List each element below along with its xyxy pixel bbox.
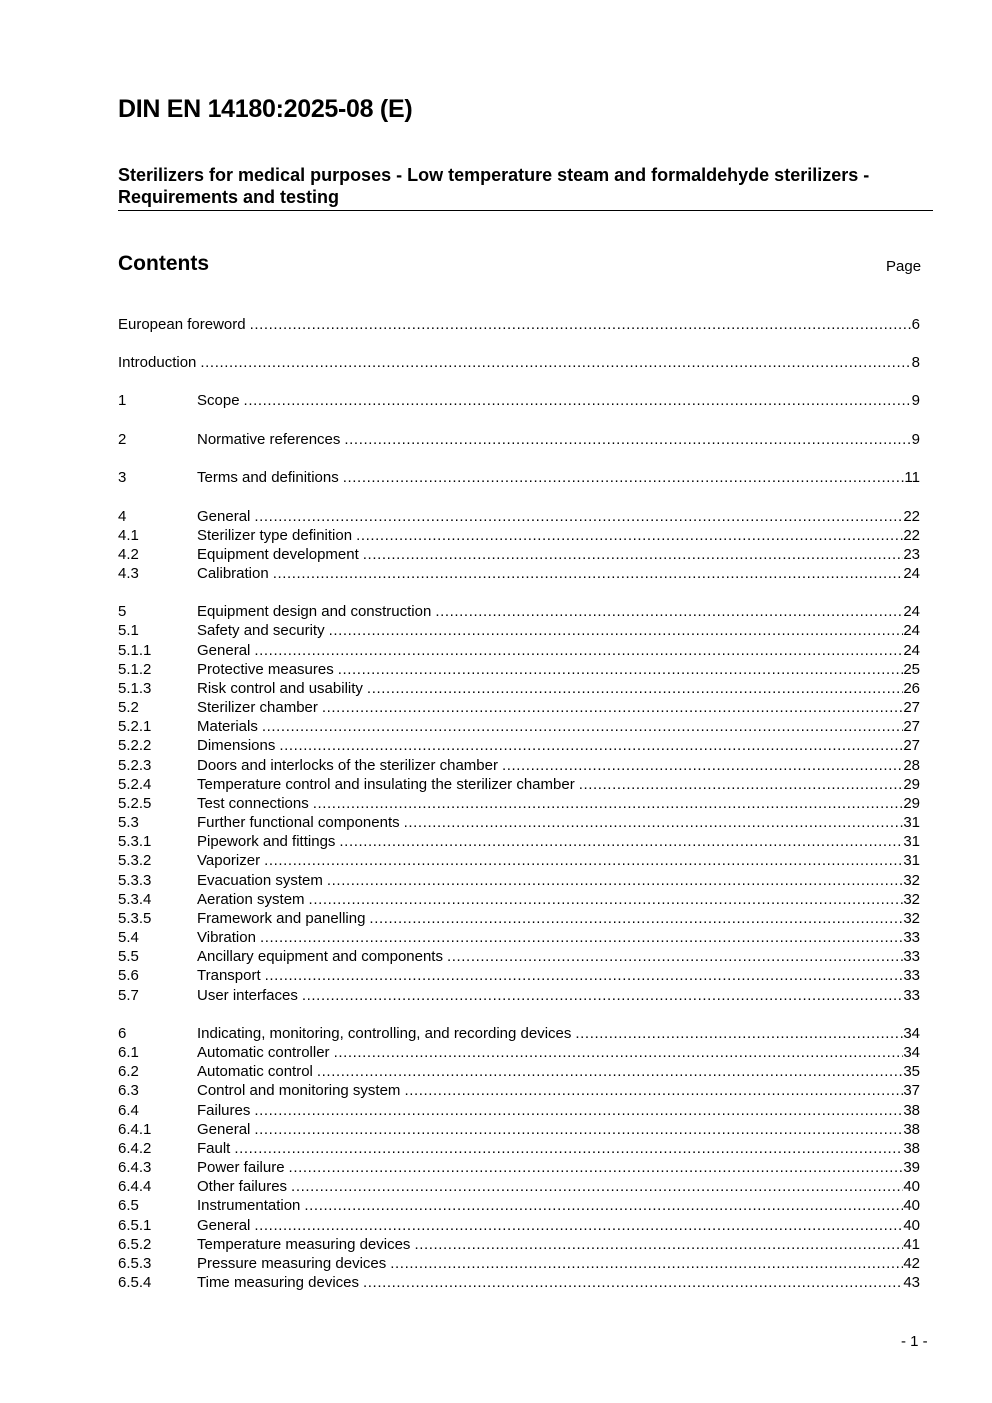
toc-entry-number: 5.2.2 bbox=[118, 737, 152, 754]
toc-dot-leader bbox=[363, 546, 904, 563]
toc-entry[interactable] bbox=[118, 1274, 920, 1293]
toc-entry[interactable] bbox=[118, 1255, 920, 1274]
toc-dot-leader bbox=[262, 718, 903, 735]
toc-entry[interactable] bbox=[118, 718, 920, 737]
toc-entry-page: 23 bbox=[903, 546, 920, 563]
toc-entry-title: Temperature measuring devices bbox=[197, 1236, 411, 1253]
toc-entry[interactable] bbox=[118, 833, 920, 852]
toc-entry-number: 5.4 bbox=[118, 929, 139, 946]
toc-entry-page: 8 bbox=[911, 354, 920, 371]
toc-dot-leader bbox=[279, 737, 903, 754]
toc-dot-leader bbox=[317, 1063, 903, 1080]
toc-entry[interactable] bbox=[118, 1236, 920, 1255]
toc-entry[interactable] bbox=[118, 469, 920, 488]
toc-dot-leader bbox=[254, 1102, 903, 1119]
toc-entry-page: 32 bbox=[903, 872, 920, 889]
toc-entry-title: Indicating, monitoring, controlling, and recording devices bbox=[197, 1025, 572, 1042]
toc-dot-leader bbox=[363, 1274, 903, 1291]
toc-entry-page: 42 bbox=[903, 1255, 920, 1272]
toc-entry[interactable] bbox=[118, 431, 920, 450]
toc-entry[interactable] bbox=[118, 1025, 920, 1044]
toc-entry[interactable] bbox=[118, 948, 920, 967]
toc-entry-page: 40 bbox=[903, 1178, 920, 1195]
toc-entry-page: 38 bbox=[903, 1121, 920, 1138]
toc-entry-number: 5.2.5 bbox=[118, 795, 152, 812]
toc-entry[interactable] bbox=[118, 737, 920, 756]
toc-entry[interactable] bbox=[118, 661, 920, 680]
toc-entry[interactable] bbox=[118, 565, 920, 584]
toc-entry-title: Test connections bbox=[197, 795, 309, 812]
toc-entry-title: Scope bbox=[197, 392, 240, 409]
toc-dot-leader bbox=[344, 431, 911, 448]
toc-entry[interactable] bbox=[118, 642, 920, 661]
toc-entry-number: 5.3.4 bbox=[118, 891, 152, 908]
toc-entry-title: General bbox=[197, 1121, 251, 1138]
toc-entry-page: 22 bbox=[903, 508, 920, 525]
toc-entry[interactable] bbox=[118, 1159, 920, 1178]
toc-dot-leader bbox=[343, 469, 905, 486]
toc-dot-leader bbox=[575, 1025, 903, 1042]
toc-entry-title: General bbox=[197, 508, 251, 525]
toc-dot-leader bbox=[414, 1236, 903, 1253]
toc-entry-number: 5.2.3 bbox=[118, 757, 152, 774]
toc-entry-number: 6 bbox=[118, 1025, 127, 1042]
toc-entry-number: 4 bbox=[118, 508, 127, 525]
toc-entry-number: 6.4.1 bbox=[118, 1121, 152, 1138]
toc-entry-title: Aeration system bbox=[197, 891, 305, 908]
toc-entry[interactable] bbox=[118, 1140, 920, 1159]
toc-dot-leader bbox=[254, 642, 903, 659]
toc-entry-number: 6.3 bbox=[118, 1082, 139, 1099]
toc-dot-leader bbox=[260, 929, 903, 946]
toc-entry-title: Terms and definitions bbox=[197, 469, 339, 486]
toc-dot-leader bbox=[404, 1082, 903, 1099]
toc-entry-number: 5.2.4 bbox=[118, 776, 152, 793]
toc-entry-title: Power failure bbox=[197, 1159, 285, 1176]
toc-dot-leader bbox=[309, 891, 904, 908]
toc-entry-title: European foreword bbox=[118, 316, 246, 333]
toc-entry-title: Instrumentation bbox=[197, 1197, 301, 1214]
toc-entry-page: 27 bbox=[903, 737, 920, 754]
toc-entry-number: 4.3 bbox=[118, 565, 139, 582]
toc-entry-title: Automatic controller bbox=[197, 1044, 330, 1061]
toc-entry-page: 9 bbox=[911, 431, 920, 448]
toc-entry-number: 6.4.3 bbox=[118, 1159, 152, 1176]
toc-entry-number: 5.3.2 bbox=[118, 852, 152, 869]
toc-entry[interactable] bbox=[118, 1197, 920, 1216]
toc-dot-leader bbox=[338, 661, 904, 678]
toc-entry-page: 24 bbox=[903, 622, 920, 639]
toc-entry-page: 32 bbox=[903, 891, 920, 908]
toc-entry-title: Temperature control and insulating the sterilizer chamber bbox=[197, 776, 575, 793]
toc-entry-page: 6 bbox=[911, 316, 920, 333]
toc-entry[interactable] bbox=[118, 872, 920, 891]
toc-entry-page: 31 bbox=[903, 814, 920, 831]
toc-entry-number: 5.3.1 bbox=[118, 833, 152, 850]
toc-dot-leader bbox=[435, 603, 903, 620]
toc-entry-title: Transport bbox=[197, 967, 261, 984]
toc-entry-page: 38 bbox=[903, 1102, 920, 1119]
toc-entry-page: 27 bbox=[903, 718, 920, 735]
toc-entry-page: 35 bbox=[903, 1063, 920, 1080]
toc-entry[interactable] bbox=[118, 699, 920, 718]
toc-entry[interactable] bbox=[118, 622, 920, 641]
toc-entry-number: 6.5.1 bbox=[118, 1217, 152, 1234]
toc-entry-title: General bbox=[197, 1217, 251, 1234]
toc-entry[interactable] bbox=[118, 1044, 920, 1063]
toc-entry-page: 41 bbox=[903, 1236, 920, 1253]
toc-entry[interactable] bbox=[118, 987, 920, 1006]
toc-entry[interactable] bbox=[118, 795, 920, 814]
toc-entry[interactable] bbox=[118, 527, 920, 546]
toc-entry[interactable] bbox=[118, 776, 920, 795]
toc-entry-page: 38 bbox=[903, 1140, 920, 1157]
toc-entry-page: 22 bbox=[903, 527, 920, 544]
toc-entry-page: 24 bbox=[903, 642, 920, 659]
toc-entry-title: Safety and security bbox=[197, 622, 325, 639]
toc-entry-number: 5.2.1 bbox=[118, 718, 152, 735]
toc-entry[interactable] bbox=[118, 910, 920, 929]
toc-entry-number: 6.2 bbox=[118, 1063, 139, 1080]
toc-entry-title: Pipework and fittings bbox=[197, 833, 336, 850]
toc-dot-leader bbox=[264, 852, 903, 869]
toc-entry-title: Control and monitoring system bbox=[197, 1082, 401, 1099]
toc-entry-number: 6.5.2 bbox=[118, 1236, 152, 1253]
toc-entry[interactable] bbox=[118, 891, 920, 910]
toc-dot-leader bbox=[322, 699, 903, 716]
toc-entry-number: 6.4.2 bbox=[118, 1140, 152, 1157]
toc-entry-page: 39 bbox=[903, 1159, 920, 1176]
toc-entry-page: 31 bbox=[903, 852, 920, 869]
contents-heading: Contents bbox=[118, 252, 209, 275]
toc-dot-leader bbox=[327, 872, 903, 889]
toc-entry-page: 24 bbox=[903, 565, 920, 582]
toc-dot-leader bbox=[304, 1197, 903, 1214]
toc-dot-leader bbox=[339, 833, 903, 850]
toc-dot-leader bbox=[244, 392, 912, 409]
toc-dot-leader bbox=[265, 967, 904, 984]
toc-entry[interactable] bbox=[118, 1082, 920, 1101]
toc-entry-number: 5.2 bbox=[118, 699, 139, 716]
toc-entry-number: 6.5.3 bbox=[118, 1255, 152, 1272]
toc-entry-number: 6.1 bbox=[118, 1044, 139, 1061]
toc-entry-number: 5.1 bbox=[118, 622, 139, 639]
toc-entry-title: Calibration bbox=[197, 565, 269, 582]
toc-entry[interactable] bbox=[118, 680, 920, 699]
toc-entry[interactable] bbox=[118, 814, 920, 833]
toc-entry-title: Protective measures bbox=[197, 661, 334, 678]
toc-dot-leader bbox=[404, 814, 904, 831]
toc-entry-title: Evacuation system bbox=[197, 872, 323, 889]
toc-entry-title: Failures bbox=[197, 1102, 251, 1119]
toc-dot-leader bbox=[313, 795, 904, 812]
toc-dot-leader bbox=[302, 987, 903, 1004]
toc-dot-leader bbox=[369, 910, 903, 927]
toc-entry-number: 5.1.1 bbox=[118, 642, 152, 659]
toc-entry[interactable] bbox=[118, 757, 920, 776]
page-column-heading: Page bbox=[886, 258, 922, 275]
toc-entry-number: 5.1.2 bbox=[118, 661, 152, 678]
toc-entry-page: 11 bbox=[904, 469, 920, 486]
toc-entry-title: Materials bbox=[197, 718, 258, 735]
toc-entry-title: Risk control and usability bbox=[197, 680, 363, 697]
toc-entry[interactable] bbox=[118, 1217, 920, 1236]
toc-entry-page: 29 bbox=[903, 795, 920, 812]
toc-dot-leader bbox=[250, 316, 912, 333]
toc-entry-number: 4.1 bbox=[118, 527, 139, 544]
toc-entry-title: General bbox=[197, 642, 251, 659]
toc-entry[interactable] bbox=[118, 1121, 920, 1140]
toc-entry-title: Sterilizer chamber bbox=[197, 699, 318, 716]
toc-entry-title: User interfaces bbox=[197, 987, 298, 1004]
toc-entry-title: Fault bbox=[197, 1140, 231, 1157]
toc-entry-title: Doors and interlocks of the sterilizer chamber bbox=[197, 757, 498, 774]
toc-entry-page: 43 bbox=[903, 1274, 920, 1291]
toc-entry-title: Dimensions bbox=[197, 737, 276, 754]
document-id: DIN EN 14180:2025-08 (E) bbox=[118, 95, 413, 123]
toc-dot-leader bbox=[329, 622, 904, 639]
toc-dot-leader bbox=[289, 1159, 904, 1176]
toc-entry-number: 6.4.4 bbox=[118, 1178, 152, 1195]
toc-entry-page: 40 bbox=[903, 1197, 920, 1214]
page-number: - 1 - bbox=[901, 1333, 928, 1350]
toc-dot-leader bbox=[447, 948, 903, 965]
toc-entry-title: Normative references bbox=[197, 431, 341, 448]
toc-entry-page: 34 bbox=[903, 1025, 920, 1042]
toc-entry[interactable] bbox=[118, 546, 920, 565]
toc-dot-leader bbox=[367, 680, 903, 697]
toc-dot-leader bbox=[502, 757, 903, 774]
toc-entry[interactable] bbox=[118, 967, 920, 986]
toc-entry-page: 9 bbox=[911, 392, 920, 409]
toc-entry-number: 1 bbox=[118, 392, 127, 409]
toc-entry-page: 26 bbox=[903, 680, 920, 697]
toc-entry-number: 5.3.5 bbox=[118, 910, 152, 927]
toc-entry-number: 6.5 bbox=[118, 1197, 139, 1214]
toc-entry[interactable] bbox=[118, 1102, 920, 1121]
toc-entry-page: 34 bbox=[903, 1044, 920, 1061]
toc-entry-title: Equipment development bbox=[197, 546, 359, 563]
toc-entry-title: Sterilizer type definition bbox=[197, 527, 353, 544]
toc-dot-leader bbox=[273, 565, 904, 582]
toc-entry-page: 33 bbox=[903, 987, 920, 1004]
toc-dot-leader bbox=[254, 508, 903, 525]
toc-dot-leader bbox=[579, 776, 904, 793]
toc-entry-number: 5.7 bbox=[118, 987, 139, 1004]
toc-dot-leader bbox=[254, 1217, 903, 1234]
toc-entry-number: 5.1.3 bbox=[118, 680, 152, 697]
toc-entry-page: 25 bbox=[903, 661, 920, 678]
toc-entry-number: 5.6 bbox=[118, 967, 139, 984]
toc-entry-page: 33 bbox=[903, 967, 920, 984]
toc-entry-page: 31 bbox=[903, 833, 920, 850]
toc-entry-number: 2 bbox=[118, 431, 127, 448]
toc-entry-title: Automatic control bbox=[197, 1063, 313, 1080]
toc-entry[interactable] bbox=[118, 354, 920, 373]
toc-entry-number: 5.3 bbox=[118, 814, 139, 831]
toc-entry-title: Pressure measuring devices bbox=[197, 1255, 387, 1272]
toc-entry-title: Vaporizer bbox=[197, 852, 261, 869]
toc-entry-number: 6.5.4 bbox=[118, 1274, 152, 1291]
toc-entry-page: 29 bbox=[903, 776, 920, 793]
toc-entry[interactable] bbox=[118, 852, 920, 871]
toc-entry-number: 5 bbox=[118, 603, 127, 620]
toc-dot-leader bbox=[334, 1044, 904, 1061]
toc-entry-page: 33 bbox=[903, 929, 920, 946]
toc-entry-page: 27 bbox=[903, 699, 920, 716]
toc-entry-number: 5.3.3 bbox=[118, 872, 152, 889]
toc-entry[interactable] bbox=[118, 1178, 920, 1197]
toc-entry[interactable] bbox=[118, 316, 920, 335]
toc-dot-leader bbox=[254, 1121, 903, 1138]
toc-entry-page: 28 bbox=[903, 757, 920, 774]
toc-entry-title: Introduction bbox=[118, 354, 197, 371]
document-title: Sterilizers for medical purposes - Low temperature steam and formaldehyde sterilizers - Requirements and testing bbox=[118, 164, 933, 211]
toc-entry-page: 33 bbox=[903, 948, 920, 965]
toc-dot-leader bbox=[356, 527, 903, 544]
toc-entry-title: Framework and panelling bbox=[197, 910, 366, 927]
toc-entry[interactable] bbox=[118, 508, 920, 527]
toc-entry-page: 32 bbox=[903, 910, 920, 927]
toc-entry-page: 24 bbox=[903, 603, 920, 620]
toc-dot-leader bbox=[200, 354, 911, 371]
toc-entry-number: 3 bbox=[118, 469, 127, 486]
toc-entry-title: Other failures bbox=[197, 1178, 288, 1195]
toc-dot-leader bbox=[291, 1178, 903, 1195]
toc-entry[interactable] bbox=[118, 929, 920, 948]
toc-entry-number: 6.4 bbox=[118, 1102, 139, 1119]
toc-entry-title: Time measuring devices bbox=[197, 1274, 360, 1291]
toc-entry[interactable] bbox=[118, 1063, 920, 1082]
toc-dot-leader bbox=[390, 1255, 903, 1272]
toc-entry[interactable] bbox=[118, 392, 920, 411]
toc-entry-number: 4.2 bbox=[118, 546, 139, 563]
toc-entry-number: 5.5 bbox=[118, 948, 139, 965]
toc-entry-page: 37 bbox=[903, 1082, 920, 1099]
toc-entry[interactable] bbox=[118, 603, 920, 622]
toc-entry-title: Further functional components bbox=[197, 814, 400, 831]
toc-entry-title: Ancillary equipment and components bbox=[197, 948, 443, 965]
toc-dot-leader bbox=[234, 1140, 903, 1157]
toc-entry-page: 40 bbox=[903, 1217, 920, 1234]
toc-entry-title: Equipment design and construction bbox=[197, 603, 432, 620]
toc-entry-title: Vibration bbox=[197, 929, 256, 946]
